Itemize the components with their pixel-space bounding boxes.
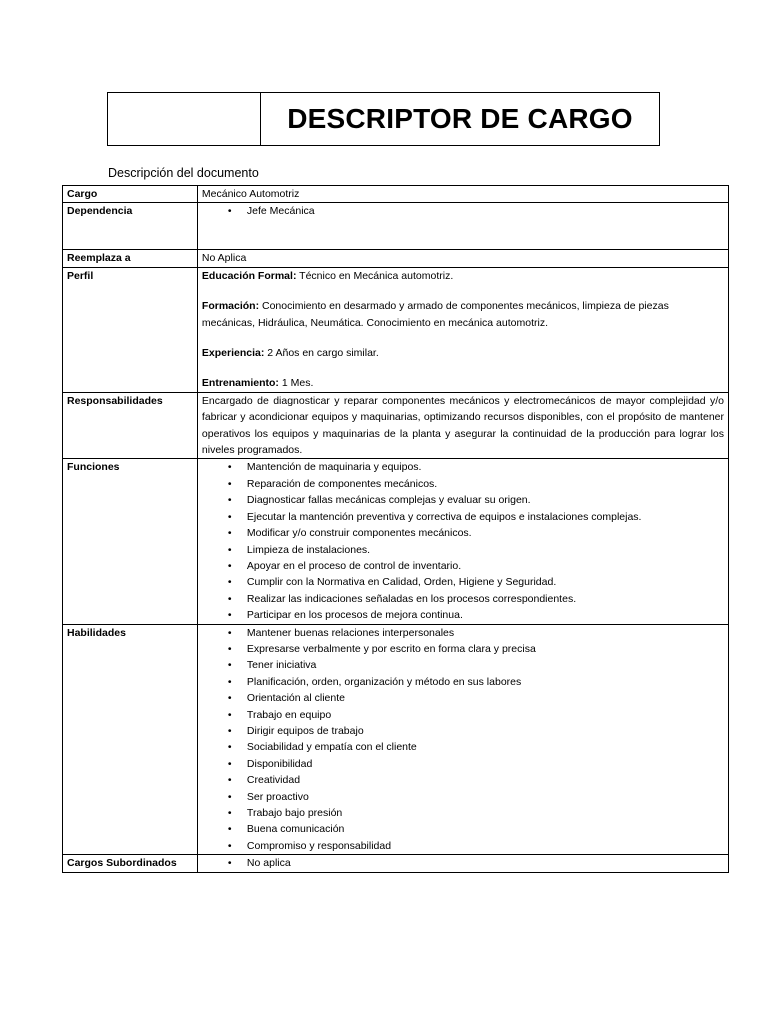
list-item: • Reparación de componentes mecánicos. [247, 476, 724, 492]
subordinados-list [202, 855, 724, 871]
list-item: • Expresarse verbalmente y por escrito en forma clara y precisa [247, 641, 724, 657]
list-item: • Orientación al cliente [247, 690, 724, 706]
row-responsabilidades [63, 392, 729, 459]
label-reemplaza: Reemplaza a [63, 250, 198, 267]
value-cargo: Mecánico Automotriz [197, 186, 728, 203]
row-funciones [63, 459, 729, 624]
list-item: • Tener iniciativa [247, 657, 724, 673]
list-item: • Compromiso y responsabilidad [247, 838, 724, 854]
list-item: • Diagnosticar fallas mecánicas complejas y evaluar su origen. [247, 492, 724, 508]
habilidades-list [202, 625, 724, 855]
value-subordinados [197, 855, 728, 872]
formacion-value: Conocimiento en desarmado y armado de componentes mecánicos, limpieza de piezas mecánicas, Hidráulica, Neumática. Conocimiento en mecánica automotriz. [201, 300, 669, 329]
list-item: • Creatividad [247, 772, 724, 788]
value-responsabilidades: Encargado de diagnosticar y reparar componentes mecánicos y electromecánicos de mayor complejidad y/o fabricar y acondicionar equipos y maquinarias, optimizando recursos disponibles, con el propósito de mantener operativos los equipos y maquinarias de la planta y asegurar la continuidad de la producción para lograr los niveles programados. [197, 392, 728, 459]
list-item: • Limpieza de instalaciones. [247, 542, 724, 558]
experiencia-label: Experiencia: [201, 347, 265, 360]
row-habilidades [63, 624, 729, 855]
list-item: • Trabajo bajo presión [247, 805, 724, 821]
row-reemplaza [63, 250, 729, 267]
entrenamiento-value: 1 Mes. [278, 377, 314, 390]
row-subordinados [63, 855, 729, 872]
row-cargo [63, 186, 729, 203]
list-item: • Ser proactivo [247, 789, 724, 805]
formacion-label: Formación: [201, 300, 260, 313]
perfil-formacion [202, 298, 724, 331]
perfil-educacion [202, 268, 724, 284]
job-descriptor-table [62, 185, 729, 873]
list-item: • Realizar las indicaciones señaladas en los procesos correspondientes. [247, 591, 724, 607]
value-dependencia [197, 203, 728, 250]
list-item: • Mantener buenas relaciones interpersonales [247, 625, 724, 641]
header-box [107, 92, 660, 146]
list-item: • Disponibilidad [247, 756, 724, 772]
list-item: • Jefe Mecánica [247, 203, 724, 219]
row-dependencia [63, 203, 729, 250]
value-reemplaza: No Aplica [197, 250, 728, 267]
list-item: • Planificación, orden, organización y método en sus labores [247, 674, 724, 690]
list-item: • Cumplir con la Normativa en Calidad, Orden, Higiene y Seguridad. [247, 574, 724, 590]
list-item: • Participar en los procesos de mejora continua. [247, 607, 724, 623]
label-subordinados: Cargos Subordinados [63, 855, 198, 872]
label-dependencia: Dependencia [63, 203, 198, 250]
value-perfil [197, 267, 728, 392]
document-subtitle: Descripción del documento [108, 166, 259, 180]
value-habilidades [197, 624, 728, 855]
list-item: • No aplica [247, 855, 724, 871]
list-item: • Modificar y/o construir componentes mecánicos. [247, 525, 724, 541]
list-item: • Ejecutar la mantención preventiva y correctiva de equipos e instalaciones complejas. [247, 509, 724, 525]
label-responsabilidades: Responsabilidades [63, 392, 198, 459]
row-perfil [63, 267, 729, 392]
dependencia-list [202, 203, 724, 219]
label-funciones: Funciones [63, 459, 198, 624]
list-item: • Dirigir equipos de trabajo [247, 723, 724, 739]
label-perfil: Perfil [63, 267, 198, 392]
perfil-entrenamiento [202, 375, 724, 391]
list-item: • Mantención de maquinaria y equipos. [247, 459, 724, 475]
experiencia-value: 2 Años en cargo similar. [264, 347, 379, 360]
educacion-label: Educación Formal: [201, 269, 297, 282]
document-title: DESCRIPTOR DE CARGO [287, 103, 633, 134]
label-habilidades: Habilidades [63, 624, 198, 855]
entrenamiento-label: Entrenamiento: [201, 377, 279, 390]
educacion-value: Técnico en Mecánica automotriz. [296, 269, 454, 282]
list-item: • Trabajo en equipo [247, 707, 724, 723]
header-logo-cell [108, 93, 261, 145]
label-cargo: Cargo [63, 186, 198, 203]
list-item: • Buena comunicación [247, 821, 724, 837]
perfil-experiencia [202, 345, 724, 361]
funciones-list [202, 459, 724, 623]
list-item: • Apoyar en el proceso de control de inventario. [247, 558, 724, 574]
list-item: • Sociabilidad y empatía con el cliente [247, 739, 724, 755]
value-funciones [197, 459, 728, 624]
